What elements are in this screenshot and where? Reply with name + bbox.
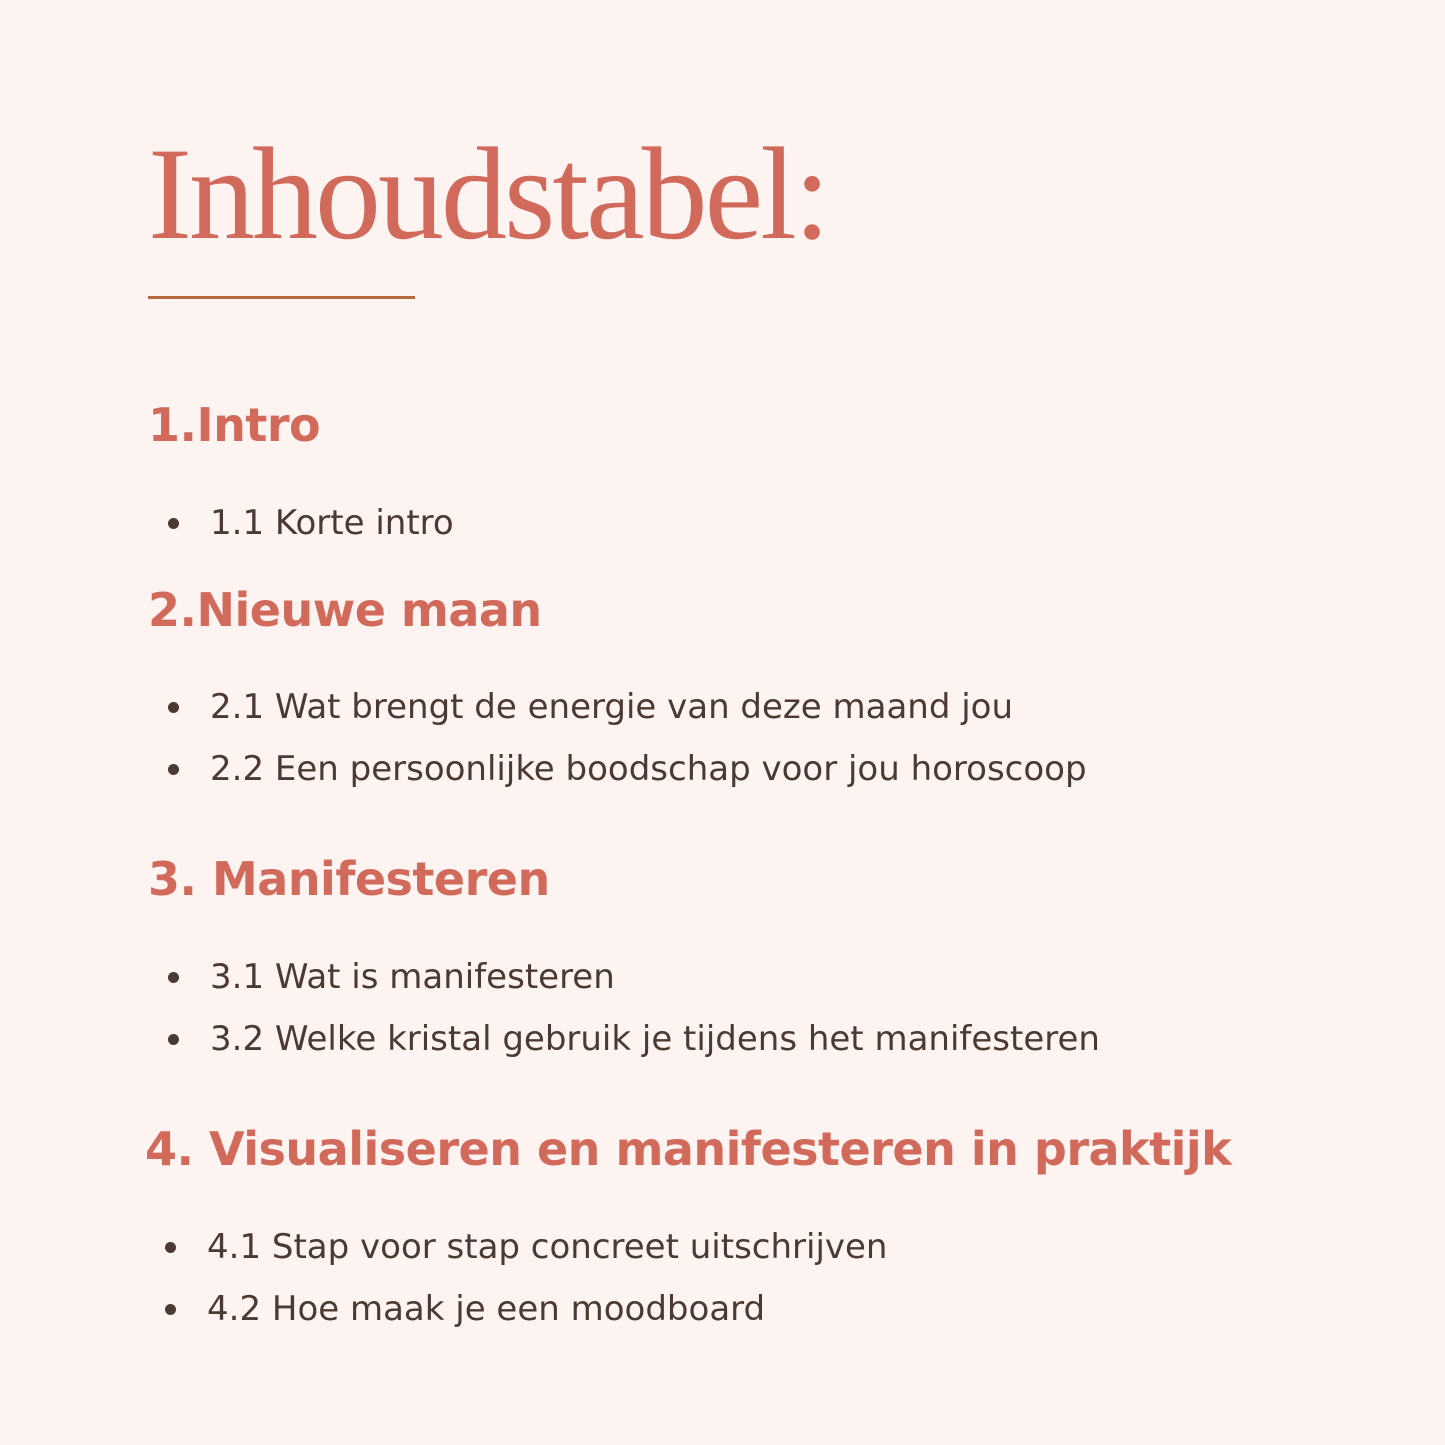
section-heading-intro: 1.Intro (148, 398, 321, 452)
list-item (145, 1228, 887, 1290)
list-item (148, 1020, 1100, 1082)
list-item (148, 688, 1087, 750)
list-item-label: 2.1 Wat brengt de energie van deze maand jou (210, 687, 1014, 727)
bullet-icon (168, 702, 179, 713)
section-list-visualiseren (145, 1228, 887, 1352)
list-item (148, 750, 1087, 812)
bullet-icon (165, 1242, 176, 1253)
bullet-icon (165, 1304, 176, 1315)
section-list-nieuwe-maan (148, 688, 1087, 812)
bullet-icon (168, 518, 179, 529)
bullet-icon (168, 1034, 179, 1045)
list-item-label: 4.1 Stap voor stap concreet uitschrijven (207, 1227, 888, 1267)
list-item (148, 504, 454, 566)
list-item (145, 1290, 887, 1352)
list-item (148, 958, 1100, 1020)
section-list-intro (148, 504, 454, 566)
bullet-icon (168, 764, 179, 775)
list-item-label: 2.2 Een persoonlijke boodschap voor jou horoscoop (210, 749, 1087, 789)
list-item-label: 3.1 Wat is manifesteren (210, 957, 615, 997)
bullet-icon (168, 972, 179, 983)
section-heading-nieuwe-maan: 2.Nieuwe maan (148, 583, 542, 637)
list-item-label: 1.1 Korte intro (210, 503, 454, 543)
section-list-manifesteren (148, 958, 1100, 1082)
section-heading-manifesteren: 3. Manifesteren (148, 852, 550, 906)
list-item-label: 4.2 Hoe maak je een moodboard (207, 1289, 766, 1329)
section-heading-visualiseren: 4. Visualiseren en manifesteren in praktijk (145, 1122, 1232, 1176)
page-title: Inhoudstabel: (148, 120, 828, 267)
title-divider (148, 296, 415, 299)
list-item-label: 3.2 Welke kristal gebruik je tijdens het manifesteren (210, 1019, 1100, 1059)
